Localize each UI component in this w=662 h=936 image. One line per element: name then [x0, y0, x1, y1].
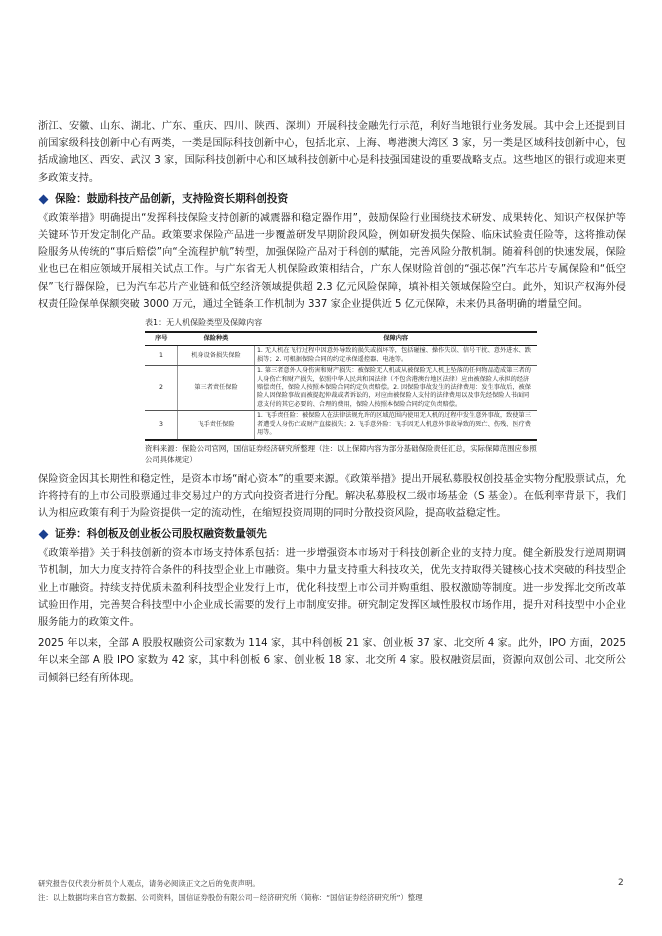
paragraph-equity-financing: 2025 年以来，全部 A 股股权融资公司家数为 114 家，其中科创板 21 家、创业板 37 家、北交所 4 家。此外，IPO 方面，2025 年以来全部 A 股 IPO 家数为 42 家，其中科创板 6 家、创业板 18 家、北交所 4 家。股权融资层面，资源向双创公司、北交所公司倾斜已经有所体现。 [38, 638, 626, 684]
cell-no: 3 [145, 411, 178, 440]
cell-type: 飞手责任保险 [178, 411, 255, 440]
section-heading-securities [38, 526, 626, 543]
footer-disclaimer: 研究报告仅代表分析员个人观点，请务必阅读正文之后的免责声明。 [38, 879, 260, 888]
page-footer [38, 877, 626, 905]
diamond-bullet-icon [39, 530, 49, 540]
table-title: 表1：无人机保险类型及保障内容 [145, 318, 263, 328]
cell-coverage: 1. 飞手责任险：被保险人在法律法规允许的区域范围内使用无人机的过程中发生意外事故，致使第三者遭受人身伤亡或财产直接损失；2. 飞手意外险：飞手因无人机意外事故导致的死亡、伤残、医疗费用等。 [255, 411, 538, 440]
heading-text: 保险：鼓励科技产品创新，支持险资长期科创投资 [55, 192, 289, 205]
cell-coverage: 1. 无人机在飞行过程中因意外导致的损失或损坏等，包括碰撞、操作失误、信号干扰、意外进水、跌损等；2. 可根据保险合同的约定承保遥控器、电池等。 [255, 346, 538, 366]
paragraph-securities-policy: 《政策举措》关于科技创新的资本市场支持体系包括：进一步增强资本市场对于科技创新企业的支持力度。健全新股发行逆周期调节机制，加大力度支持符合条件的科技型企业上市融资。集中力量支持重大科技攻关，优先支持取得关键核心技术突破的科技型企业上市融资。持续支持优质未盈利科技型企业发行上市，优化科技型上市公司并购重组、股权激励等制度。进一步发挥北交所改革试验田作用，完善契合科技型中小企业成长需要的发行上市制度安排。研究制定发挥区域性股权市场作用，提升对科技型中小企业服务能力的政策文件。 [38, 548, 626, 628]
column-header-coverage: 保障内容 [255, 332, 538, 346]
diamond-bullet-icon [39, 194, 49, 204]
section-heading-insurance [38, 191, 626, 208]
drone-insurance-table [145, 317, 537, 464]
cell-type: 机身设备损失保险 [178, 346, 255, 366]
cell-no: 1 [145, 346, 178, 366]
paragraph-insurance: 《政策举措》明确提出“发挥科技保险支持创新的减震器和稳定器作用”，鼓励保险行业围绕技术研发、成果转化、知识产权保护等关键环节开发定制化产品。政策要求保险产品进一步覆盖研发早期阶段风险，例如研发损失保险、临床试验责任险等，这将推动保险服务从传统的“事后赔偿”向“全流程护航”转型，加强保险产品对于科创的赋能，完善风险分散机制。随着科创的快速发展，保险业也已在相应领域开展相关试点工作。与广东省无人机保险政策相结合，广东人保财险首创的“强芯保”汽车芯片专属保险和“低空保”飞行器保险，已为汽车芯片产业链和低空经济领域提供超 2.3 亿元风险保障，填补相关领域保险空白。此外，知识产权海外侵权责任险保单保额突破 3000 万元，通过全链条工作机制为 337 家企业提供近 5 亿元保障，未来仍具备明确的增量空间。 [38, 212, 626, 310]
table-row [145, 346, 537, 366]
page-number: 2 [618, 878, 624, 888]
heading-text: 证券：科创板及创业板公司股权融资数量领先 [55, 528, 267, 541]
cell-coverage: 1. 第三者意外人身伤害和财产损失：被保险无人机或从被保险无人机上坠落的任何物品造成第三者的人身伤亡和财产损失，依照中华人民共和国法律（不包含港澳台地区法律）应由被保险人承担的经济赔偿责任，保险人按照本保险合同约定负责赔偿。2. 因保险事故发生的法律费用：发生事故后，被保险人因保险事故而被提起仲裁或者诉讼的，对应由被保险人支付的法律费用以及事先经保险人书面同意支付的其它必要的、合理的费用，保险人按照本保险合同约定负责赔偿。 [255, 366, 538, 411]
cell-no: 2 [145, 366, 178, 411]
column-header-type: 保险种类 [178, 332, 255, 346]
footer-note: 注：以上数据均来自官方数据、公司资料，国信证券股份有限公司－经济研究所（简称：“国信证券经济研究所”）整理 [38, 893, 423, 902]
main-content [38, 118, 626, 691]
column-header-no: 序号 [145, 332, 178, 346]
table-row [145, 366, 537, 411]
cell-type: 第三者责任保险 [178, 366, 255, 411]
table-source-note: 资料来源：保险公司官网，国信证券经济研究所整理（注：以上保障内容为部分基础保险责任汇总，实际保障范围应参照公司具体规定） [145, 443, 537, 464]
table-header-row [145, 332, 537, 346]
table [145, 331, 537, 440]
table-row [145, 411, 537, 440]
paragraph-insurance-capital: 保险资金因其长期性和稳定性，是资本市场“耐心资本”的重要来源。《政策举措》提出开展私募股权创投基金实物分配股票试点，允许将持有的上市公司股票通过非交易过户的方式向投资者进行分配。解决私募股权二级市场基金（S 基金）。在低利率背景下，我们认为相应政策有利于为险资提供一定的流动性，在缩短投资周期的同时分散投资风险，提高收益稳定性。 [38, 473, 626, 519]
paragraph-regional-policy: 浙江、安徽、山东、湖北、广东、重庆、四川、陕西、深圳）开展科技金融先行示范，利好当地银行业务发展。其中会上还提到目前国家级科技创新中心有两类，一类是国际科技创新中心，包括北京、上海、粤港澳大湾区 3 家，另一类是区域科技创新中心，包括成渝地区、西安、武汉 3 家，国际科技创新中心和区域科技创新中心是科技强国建设的重要战略支点。这些地区的银行或迎来更多政策支持。 [38, 121, 626, 184]
